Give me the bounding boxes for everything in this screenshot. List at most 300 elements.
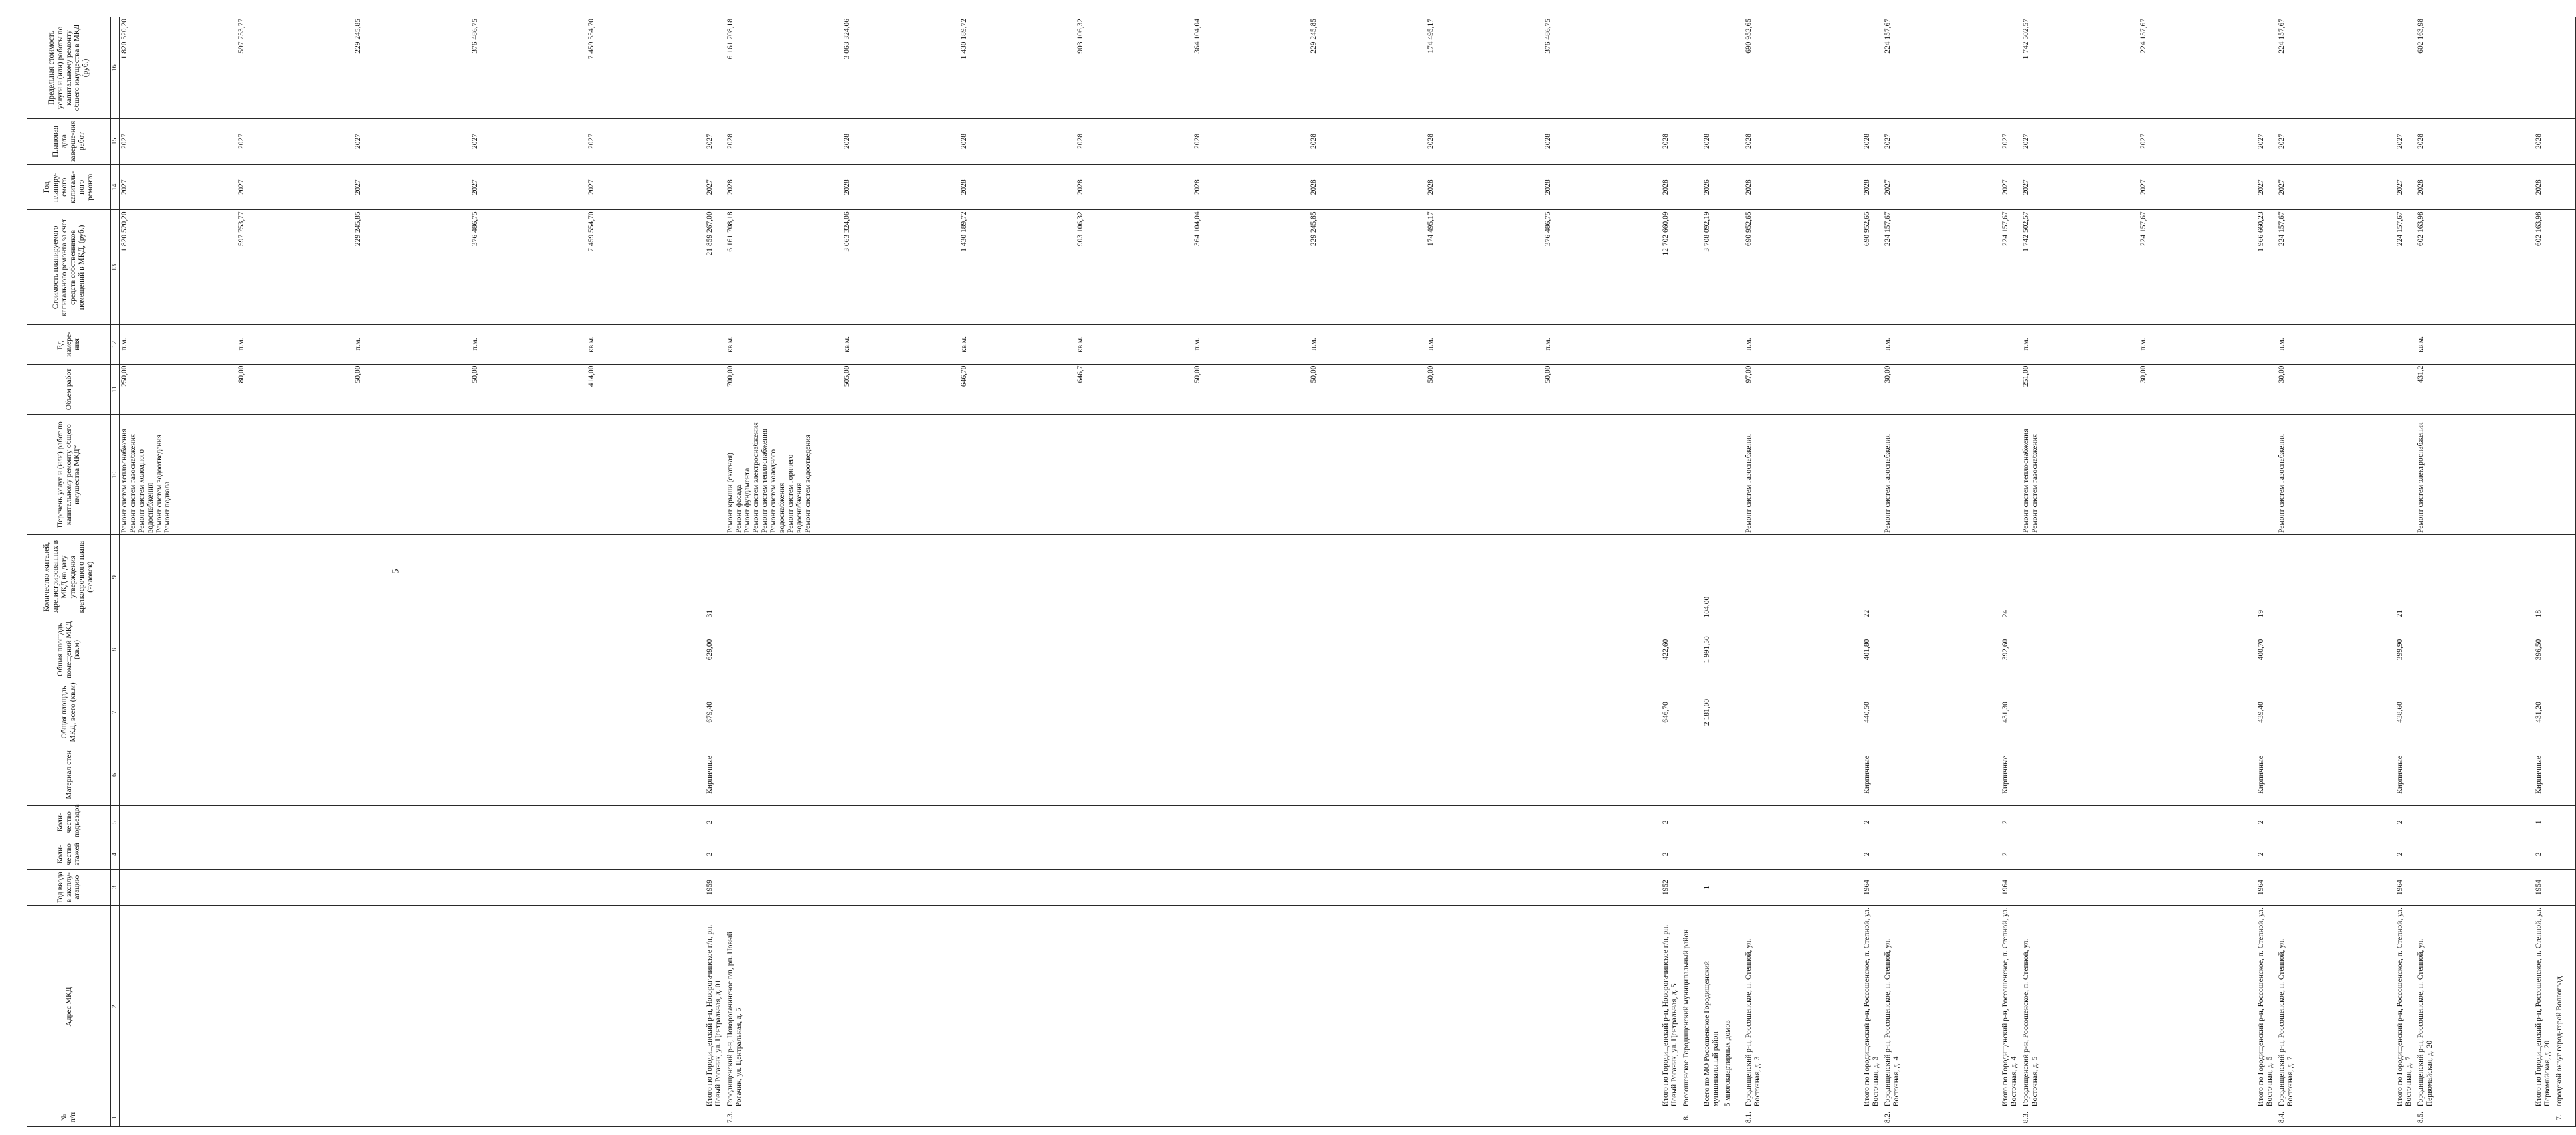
row-number: 8.2. <box>1883 1108 2001 1127</box>
table-row <box>1661 17 1682 1127</box>
premises-area <box>1682 619 1702 680</box>
planned-year: 2028 <box>1543 179 1552 195</box>
work-item-cell <box>2256 415 2277 535</box>
premises-area: 422,60 <box>1661 619 1682 680</box>
residents-count: 19 <box>2256 534 2277 619</box>
wall-material <box>2555 744 2575 805</box>
work-volume-cell <box>2555 364 2575 415</box>
planned-year-cell <box>1682 165 1702 210</box>
total-area: 431,30 <box>2001 680 2021 744</box>
work-volume-cell <box>1702 364 1723 415</box>
cost-limit: 690 952,65 <box>1745 19 1753 54</box>
repair-cost: 1 430 189,72 <box>959 211 968 252</box>
residents-count: 104,00 <box>1702 534 1723 619</box>
address: Итого по Городищенский р-н, Россошенское, п. Степной, ул. Восточная, д. 5 <box>2256 905 2277 1108</box>
premises-area <box>1744 619 1862 680</box>
table-row <box>120 17 705 1127</box>
premises-area: 392,60 <box>2001 619 2021 680</box>
planned-year-cell <box>1883 165 2001 210</box>
row-number <box>120 1108 705 1127</box>
work-item: Ремонт систем теплоснабжения <box>2022 429 2031 533</box>
total-area: 438,60 <box>2395 680 2416 744</box>
work-item-cell <box>1723 415 1744 535</box>
wall-material: Кирпичные <box>2001 744 2021 805</box>
entrances-count: 2 <box>2256 805 2277 839</box>
planned-year: 2027 <box>587 179 596 195</box>
work-item: Ремонт фасада <box>734 484 743 533</box>
repair-cost-cell <box>120 210 705 325</box>
residents-count: 24 <box>2001 534 2021 619</box>
work-volume-cell <box>2021 364 2256 415</box>
cost-limit: 224 157,67 <box>2139 19 2147 54</box>
table-row <box>1723 17 1744 1127</box>
column-header-2: Адрес МКД <box>27 905 111 1108</box>
repair-cost-cell <box>2416 210 2535 325</box>
total-area <box>1682 680 1702 744</box>
column-header-8: Общая площадь помещений МКД (кв.м) <box>27 619 111 680</box>
cost-limit: 7 459 554,70 <box>587 19 596 60</box>
repair-cost: 224 157,67 <box>1883 211 1892 247</box>
planned-year: 2027 <box>2139 179 2147 195</box>
planned-year-cell <box>2416 165 2535 210</box>
entrances-count <box>1744 805 1862 839</box>
address: 5 многоквартирных домов <box>1723 905 1744 1108</box>
planned-year: 2027 <box>470 179 479 195</box>
total-area <box>2277 680 2395 744</box>
floors-count: 2 <box>2395 839 2416 870</box>
cost-limit-cell <box>2395 17 2416 119</box>
completion-date: 2027 <box>2278 133 2286 149</box>
measure-unit-cell <box>1682 325 1702 364</box>
row-number <box>2534 1108 2555 1127</box>
row-number: 8. <box>1682 1108 1702 1127</box>
column-header-16: Предельная стоимость услуги и (или) работы по капитальному ремонту общего имущества в МКД (руб.) <box>27 17 111 119</box>
completion-date: 2027 <box>1883 133 1892 149</box>
repair-cost: 224 157,67 <box>2139 211 2147 247</box>
planned-year-cell <box>2534 165 2555 210</box>
planned-year-cell <box>1862 165 1883 210</box>
wall-material <box>1702 744 1723 805</box>
repair-cost-cell <box>1883 210 2001 325</box>
row-number: 8.4. <box>2277 1108 2395 1127</box>
planned-year-cell <box>2555 165 2575 210</box>
work-volume-cell <box>1661 364 1682 415</box>
row-number <box>1661 1108 1682 1127</box>
planned-year: 2027 <box>2001 179 2010 195</box>
entrances-count <box>120 805 705 839</box>
planned-year: 2027 <box>237 179 245 195</box>
year-built: 1959 <box>705 869 726 905</box>
column-number-6: 6 <box>111 744 120 805</box>
repair-cost-cell <box>1661 210 1682 325</box>
cost-limit: 1 820 520,20 <box>120 19 128 60</box>
column-header-12: Ед. измере-ния <box>27 325 111 364</box>
floors-count <box>2416 839 2535 870</box>
cost-limit-cell <box>1744 17 1862 119</box>
premises-area: 396,50 <box>2534 619 2555 680</box>
entrances-count: 2 <box>1862 805 1883 839</box>
measure-unit: п.м. <box>354 338 363 351</box>
work-item: Ремонт крыши (скатная) <box>726 453 734 533</box>
table-row <box>2555 17 2575 1127</box>
year-built <box>1723 869 1744 905</box>
floors-count: 2 <box>1661 839 1682 870</box>
work-item-cell <box>726 415 1661 535</box>
planned-year-cell <box>2001 165 2021 210</box>
work-item: Ремонт систем газоснабжения <box>2278 434 2286 533</box>
planned-year: 2028 <box>2535 179 2543 195</box>
planned-year: 2028 <box>1662 179 1670 195</box>
repair-cost: 6 161 708,18 <box>726 211 734 252</box>
column-number-9: 9 <box>111 534 120 619</box>
work-volume-cell <box>2277 364 2395 415</box>
residents-count: 21 <box>2395 534 2416 619</box>
residents-count: 18 <box>2534 534 2555 619</box>
work-volume: 97,00 <box>1745 365 1753 383</box>
repair-cost: 21 859 267,00 <box>705 211 714 256</box>
planned-year-cell <box>726 165 1661 210</box>
completion-date-cell <box>1661 118 1682 164</box>
repair-cost-cell <box>1862 210 1883 325</box>
measure-unit-cell <box>2534 325 2555 364</box>
cost-limit-cell <box>2416 17 2535 119</box>
column-number-15: 15 <box>111 118 120 164</box>
repair-cost: 376 486,75 <box>470 211 479 247</box>
wall-material <box>726 744 1661 805</box>
work-volume: 414,00 <box>587 365 596 387</box>
work-item: Ремонт систем электроснабжения <box>2416 422 2425 533</box>
total-area <box>120 680 705 744</box>
table-row <box>1883 17 2001 1127</box>
cost-limit-cell <box>2277 17 2395 119</box>
measure-unit: кв.м. <box>959 336 968 352</box>
header-row <box>27 17 111 1127</box>
table-row <box>726 17 1661 1127</box>
table-row <box>705 17 726 1127</box>
completion-date-cell <box>2395 118 2416 164</box>
work-volume: 431,2 <box>2416 365 2425 383</box>
year-built: 1964 <box>2256 869 2277 905</box>
column-header-1: № п/п <box>27 1108 111 1127</box>
floors-count <box>120 839 705 870</box>
completion-date: 2027 <box>120 133 128 149</box>
floors-count <box>2021 839 2256 870</box>
work-volume: 50,00 <box>1310 365 1318 383</box>
work-item: Ремонт систем теплоснабжения <box>120 429 128 533</box>
address: Итого по Городищенский р-н, Новорогачинское г/п, рп. Новый Рогачик, ул. Центральная, д. 01 <box>705 905 726 1108</box>
total-area: 679,40 <box>705 680 726 744</box>
measure-unit-cell <box>1883 325 2001 364</box>
address: Итого по Городищенский р-н, Россошенское, п. Степной, ул. Восточная, д. 4 <box>2001 905 2021 1108</box>
work-volume-cell <box>120 364 705 415</box>
work-volume-cell <box>1682 364 1702 415</box>
work-item: Ремонт систем газоснабжения <box>1745 434 1753 533</box>
address: Россошенское Городищенский муниципальный район <box>1682 905 1702 1108</box>
residents-count <box>120 534 705 619</box>
measure-unit: кв.м. <box>587 336 596 352</box>
planned-year: 2028 <box>726 179 734 195</box>
wall-material: Кирпичные <box>705 744 726 805</box>
entrances-count <box>1723 805 1744 839</box>
completion-date: 2028 <box>1662 133 1670 149</box>
completion-date: 2028 <box>1862 133 1871 149</box>
work-volume: 505,00 <box>843 365 852 387</box>
repair-cost: 174 495,17 <box>1427 211 1435 247</box>
column-header-7: Общая площадь МКД, всего (кв.м) <box>27 680 111 744</box>
column-number-12: 12 <box>111 325 120 364</box>
planned-year-cell <box>1723 165 1744 210</box>
column-header-9: Количество жителей, зарегистрированных в МКД на дату утверждения краткосрочного плана (человек) <box>27 534 111 619</box>
work-volume: 50,00 <box>354 365 363 383</box>
cost-limit-cell <box>2256 17 2277 119</box>
planned-year-cell <box>2395 165 2416 210</box>
work-volume-cell <box>2395 364 2416 415</box>
cost-limit-cell <box>1702 17 1723 119</box>
row-number: 8.1. <box>1744 1108 1862 1127</box>
floors-count <box>2555 839 2575 870</box>
residents-count <box>2277 534 2395 619</box>
planned-year-cell <box>2277 165 2395 210</box>
entrances-count <box>2277 805 2395 839</box>
work-volume-cell <box>2416 364 2535 415</box>
row-number: 7. <box>2555 1108 2575 1127</box>
total-area <box>1883 680 2001 744</box>
work-item: Ремонт систем холодного водоснабжения <box>137 449 155 533</box>
repair-cost-cell <box>2395 210 2416 325</box>
residents-count <box>1723 534 1744 619</box>
table-header <box>27 17 120 1127</box>
completion-date-cell <box>705 118 726 164</box>
floors-count: 2 <box>2001 839 2021 870</box>
column-header-13: Стоимость планируемого капитального ремонта за счет средств собственников помещений в МКД, (руб.) <box>27 210 111 325</box>
floors-count <box>1702 839 1723 870</box>
repair-cost: 224 157,67 <box>2278 211 2286 247</box>
column-number-3: 3 <box>111 869 120 905</box>
residents-count: 22 <box>1862 534 1883 619</box>
completion-date: 2028 <box>2416 133 2425 149</box>
wall-material <box>1661 744 1682 805</box>
premises-area <box>726 619 1661 680</box>
completion-date: 2028 <box>959 133 968 149</box>
work-item-cell <box>1862 415 1883 535</box>
year-built <box>2555 869 2575 905</box>
repair-cost: 229 245,85 <box>1310 211 1318 247</box>
planned-year: 2027 <box>354 179 363 195</box>
work-volume: 30,00 <box>2278 365 2286 383</box>
column-number-10: 10 <box>111 415 120 535</box>
work-volume-cell <box>2534 364 2555 415</box>
work-item: Ремонт систем водоотведения <box>803 434 812 533</box>
work-volume-cell <box>1723 364 1744 415</box>
floors-count: 2 <box>2256 839 2277 870</box>
column-number-1: 1 <box>111 1108 120 1127</box>
wall-material: Кирпичные <box>1862 744 1883 805</box>
table-row <box>2534 17 2555 1127</box>
completion-date: 2027 <box>237 133 245 149</box>
cost-limit: 1 742 502,57 <box>2022 19 2031 60</box>
year-built: 1964 <box>1862 869 1883 905</box>
entrances-count <box>726 805 1661 839</box>
wall-material <box>1682 744 1702 805</box>
column-number-row <box>111 17 120 1127</box>
year-built: 1964 <box>2001 869 2021 905</box>
planned-year: 2027 <box>2278 179 2286 195</box>
completion-date-cell <box>1702 118 1723 164</box>
cost-limit: 174 495,17 <box>1427 19 1435 54</box>
measure-unit: п.м. <box>1745 338 1753 351</box>
wall-material <box>2021 744 2256 805</box>
floors-count <box>2277 839 2395 870</box>
cost-limit: 602 163,98 <box>2416 19 2425 54</box>
repair-cost: 229 245,85 <box>354 211 363 247</box>
entrances-count <box>1702 805 1723 839</box>
residents-count <box>1682 534 1702 619</box>
column-header-15: Плановая дата заверше-ния работ <box>27 118 111 164</box>
column-header-4: Коли-чество этажей <box>27 839 111 870</box>
repair-cost-cell <box>2555 210 2575 325</box>
measure-unit-cell <box>1702 325 1723 364</box>
measure-unit: кв.м. <box>1076 336 1085 352</box>
address: Итого по Городищенский р-н, Россошенское, п. Степной, ул. Восточная, д. 7 <box>2395 905 2416 1108</box>
year-built <box>120 869 705 905</box>
work-item-cell <box>705 415 726 535</box>
work-item-cell <box>2001 415 2021 535</box>
work-volume-cell <box>1744 364 1862 415</box>
table-row <box>2256 17 2277 1127</box>
work-item-cell <box>120 415 705 535</box>
planned-year-cell <box>1702 165 1723 210</box>
repair-cost: 602 163,98 <box>2535 211 2543 247</box>
row-number <box>2395 1108 2416 1127</box>
measure-unit: п.м. <box>470 338 479 351</box>
residents-count <box>2416 534 2535 619</box>
wall-material: Кирпичные <box>2534 744 2555 805</box>
repair-cost: 690 952,65 <box>1745 211 1753 247</box>
wall-material: Кирпичные <box>2256 744 2277 805</box>
work-item-cell <box>2021 415 2256 535</box>
completion-date: 2027 <box>2001 133 2010 149</box>
cost-limit-cell <box>1883 17 2001 119</box>
measure-unit-cell <box>1723 325 1744 364</box>
planned-year: 2028 <box>843 179 852 195</box>
completion-date-cell <box>2021 118 2256 164</box>
work-item: Ремонт систем водоотведения <box>155 434 163 533</box>
residents-count <box>2555 534 2575 619</box>
table-row <box>1682 17 1702 1127</box>
entrances-count <box>2416 805 2535 839</box>
measure-unit: п.м. <box>1883 338 1892 351</box>
column-number-16: 16 <box>111 17 120 119</box>
work-item: Ремонт систем холодного водоснабжения <box>769 449 786 533</box>
cost-limit: 376 486,75 <box>470 19 479 54</box>
completion-date: 2028 <box>1193 133 1201 149</box>
cost-limit: 6 161 708,18 <box>726 19 734 60</box>
total-area: 646,70 <box>1661 680 1682 744</box>
repair-plan-table <box>27 17 2576 1127</box>
planned-year-cell <box>1661 165 1682 210</box>
measure-unit-cell <box>1744 325 1862 364</box>
total-area <box>1723 680 1744 744</box>
cost-limit-cell <box>1862 17 1883 119</box>
completion-date: 2027 <box>2022 133 2031 149</box>
work-item-cell <box>2277 415 2395 535</box>
measure-unit: п.м. <box>237 338 245 351</box>
measure-unit-cell <box>705 325 726 364</box>
table-row <box>1702 17 1723 1127</box>
work-item: Ремонт фундамента <box>743 468 752 533</box>
completion-date: 2027 <box>2139 133 2147 149</box>
table-row <box>1862 17 1883 1127</box>
column-header-14: Год планиру-емого капиталь-ного ремонта <box>27 165 111 210</box>
wall-material <box>120 744 705 805</box>
measure-unit-cell <box>2555 325 2575 364</box>
work-item-cell <box>2555 415 2575 535</box>
work-item-cell <box>1682 415 1702 535</box>
completion-date-cell <box>1883 118 2001 164</box>
entrances-count: 2 <box>1661 805 1682 839</box>
floors-count <box>1744 839 1862 870</box>
measure-unit-cell <box>2416 325 2535 364</box>
measure-unit-cell <box>1661 325 1682 364</box>
premises-area <box>2277 619 2395 680</box>
column-number-4: 4 <box>111 839 120 870</box>
work-item-cell <box>2395 415 2416 535</box>
address: Итого по Городищенский р-н, Россошенское, п. Степной, ул. Первомайская, д. 20 <box>2534 905 2555 1108</box>
column-number-14: 14 <box>111 165 120 210</box>
completion-date-cell <box>2001 118 2021 164</box>
work-item: Ремонт систем газоснабжения <box>1883 434 1892 533</box>
cost-limit-cell <box>2534 17 2555 119</box>
total-area <box>726 680 1661 744</box>
work-volume: 700,00 <box>726 365 734 387</box>
residents-count <box>1744 534 1862 619</box>
entrances-count: 2 <box>2001 805 2021 839</box>
cost-limit-cell <box>2021 17 2256 119</box>
row-number <box>2001 1108 2021 1127</box>
measure-unit-cell <box>120 325 705 364</box>
premises-area <box>2416 619 2535 680</box>
year-built: 1954 <box>2534 869 2555 905</box>
work-item: Ремонт систем газоснабжения <box>2031 434 2040 533</box>
measure-unit: п.м. <box>2278 338 2286 351</box>
rotated-sheet <box>27 17 2564 1127</box>
row-number <box>1862 1108 1883 1127</box>
measure-unit: кв.м. <box>2416 336 2425 352</box>
completion-date: 2027 <box>587 133 596 149</box>
work-volume-cell <box>1862 364 1883 415</box>
table-row <box>2021 17 2256 1127</box>
address: Городищенский р-н, Россошенское, п. Степной, ул. Первомайская, д. 20 <box>2416 905 2535 1108</box>
cost-limit: 224 157,67 <box>2278 19 2286 54</box>
work-volume-cell <box>705 364 726 415</box>
repair-cost: 3 063 324,06 <box>843 211 852 252</box>
completion-date-cell <box>1723 118 1744 164</box>
repair-cost-cell <box>2001 210 2021 325</box>
column-number-2: 2 <box>111 905 120 1108</box>
work-item: Ремонт систем газоснабжения <box>128 434 137 533</box>
work-volume-cell <box>2001 364 2021 415</box>
measure-unit-cell <box>2277 325 2395 364</box>
completion-date-cell <box>2277 118 2395 164</box>
work-item-cell <box>2534 415 2555 535</box>
row-number: 8.5. <box>2416 1108 2535 1127</box>
premises-area <box>2021 619 2256 680</box>
wall-material <box>2416 744 2535 805</box>
year-built <box>1883 869 2001 905</box>
cost-limit: 229 245,85 <box>1310 19 1318 54</box>
cost-limit: 364 104,04 <box>1193 19 1201 54</box>
measure-unit: п.м. <box>1543 338 1552 351</box>
